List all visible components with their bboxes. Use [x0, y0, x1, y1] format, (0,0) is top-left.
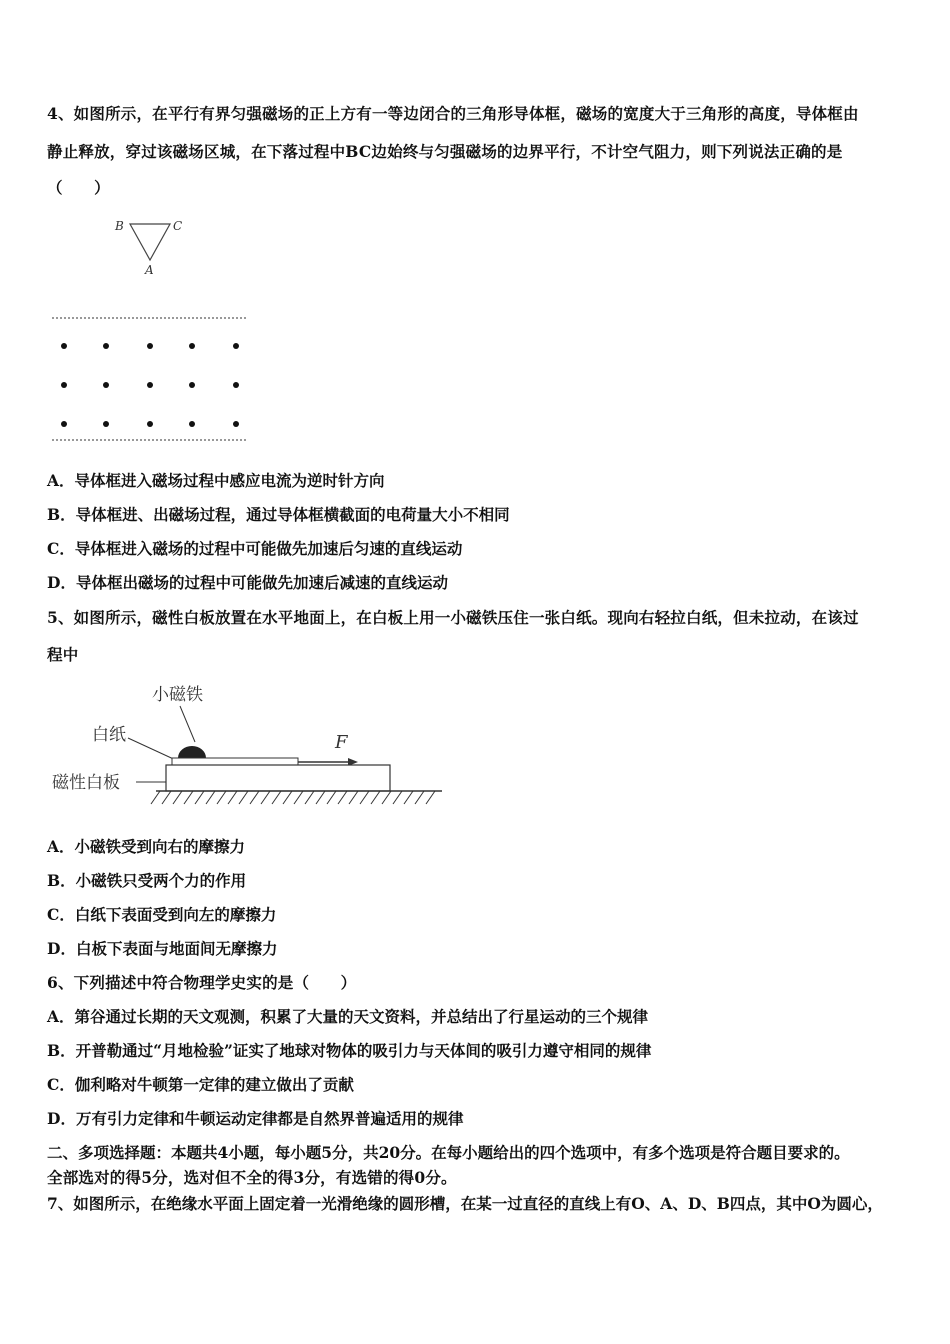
hatch-stroke: [173, 791, 182, 804]
q6-stem: 6、下列描述中符合物理学史实的是（ ）: [47, 973, 357, 992]
hatch-stroke: [316, 791, 325, 804]
magnetic-board-figure: [48, 676, 448, 816]
hatch-stroke: [371, 791, 380, 804]
section2-heading-line-2: 全部选对的得5分，选对但不全的得3分，有选错的得0分。: [47, 1168, 457, 1187]
hatch-stroke: [327, 791, 336, 804]
board-label: 磁性白板: [52, 773, 120, 793]
triangle-frame-figure: [105, 212, 200, 280]
magnet-pointer: [180, 706, 195, 742]
q6-option-d: D．万有引力定律和牛顿运动定律都是自然界普遍适用的规律: [47, 1109, 464, 1128]
label-b: B: [115, 219, 124, 233]
force-label: F: [335, 732, 348, 753]
label-a: A: [145, 263, 154, 277]
magnet-label: 小磁铁: [152, 685, 203, 705]
hatch-stroke: [272, 791, 281, 804]
hatch-stroke: [360, 791, 369, 804]
triangle-frame: [130, 224, 170, 260]
hatch-stroke: [393, 791, 402, 804]
q4-option-a: A．导体框进入磁场过程中感应电流为逆时针方向: [47, 471, 385, 490]
hatch-stroke: [195, 791, 204, 804]
hatch-stroke: [228, 791, 237, 804]
paper-label: 白纸: [92, 725, 126, 745]
white-paper: [172, 758, 298, 765]
q5-option-a: A．小磁铁受到向右的摩擦力: [47, 837, 246, 856]
magnetic-field-figure: [48, 310, 252, 446]
q4-answer-bracket: （ ）: [47, 178, 110, 197]
hatch-stroke: [426, 791, 435, 804]
label-c: C: [173, 219, 183, 233]
q5-stem-line-1: 5、如图所示，磁性白板放置在水平地面上，在白板上用一小磁铁压住一张白纸。现向右轻拉白纸，但未拉动，在该过: [47, 608, 859, 627]
q6-option-c: C．伽利略对牛顿第一定律的建立做出了贡献: [47, 1075, 354, 1094]
hatch-stroke: [261, 791, 270, 804]
hatch-stroke: [294, 791, 303, 804]
hatch-stroke: [415, 791, 424, 804]
hatch-stroke: [184, 791, 193, 804]
hatch-stroke: [382, 791, 391, 804]
q6-option-a: A．第谷通过长期的天文观测，积累了大量的天文资料，并总结出了行星运动的三个规律: [47, 1007, 649, 1026]
ground-hatching: [151, 791, 435, 804]
q5-option-d: D．白板下表面与地面间无摩擦力: [47, 939, 278, 958]
q4-stem-line-2: 静止释放，穿过该磁场区城，在下落过程中BC边始终与匀强磁场的边界平行，不计空气阻力，则下列说法正确的是: [47, 142, 843, 161]
hatch-stroke: [151, 791, 160, 804]
hatch-stroke: [338, 791, 347, 804]
hatch-stroke: [206, 791, 215, 804]
q4-option-c: C．导体框进入磁场的过程中可能做先加速后匀速的直线运动: [47, 539, 463, 558]
small-magnet: [178, 746, 206, 758]
q4-option-d: D．导体框出磁场的过程中可能做先加速后减速的直线运动: [47, 573, 448, 592]
hatch-stroke: [162, 791, 171, 804]
q4-option-b: B．导体框进、出磁场过程，通过导体框横截面的电荷量大小不相同: [47, 505, 510, 524]
hatch-stroke: [349, 791, 358, 804]
section2-heading-line-1: 二、多项选择题：本题共4小题，每小题5分，共20分。在每小题给出的四个选项中，有多个选项是符合题目要求的。: [47, 1143, 850, 1162]
q6-option-b: B．开普勒通过“月地检验”证实了地球对物体的吸引力与天体间的吸引力遵守相同的规律: [47, 1041, 652, 1060]
q5-option-c: C．白纸下表面受到向左的摩擦力: [47, 905, 277, 924]
q5-stem-line-2: 程中: [47, 645, 79, 664]
hatch-stroke: [239, 791, 248, 804]
field-dots: [61, 343, 239, 427]
q4-stem-line-1: 4、如图所示，在平行有界匀强磁场的正上方有一等边闭合的三角形导体框，磁场的宽度大于三角形的高度，导体框由: [47, 104, 859, 123]
q7-stem-line-1: 7、如图所示，在绝缘水平面上固定着一光滑绝缘的圆形槽，在某一过直径的直线上有O、A、D、B四点，其中O为圆心，: [47, 1194, 883, 1213]
hatch-stroke: [217, 791, 226, 804]
hatch-stroke: [305, 791, 314, 804]
hatch-stroke: [404, 791, 413, 804]
magnetic-whiteboard: [166, 765, 390, 791]
q5-option-b: B．小磁铁只受两个力的作用: [47, 871, 247, 890]
hatch-stroke: [250, 791, 259, 804]
hatch-stroke: [283, 791, 292, 804]
